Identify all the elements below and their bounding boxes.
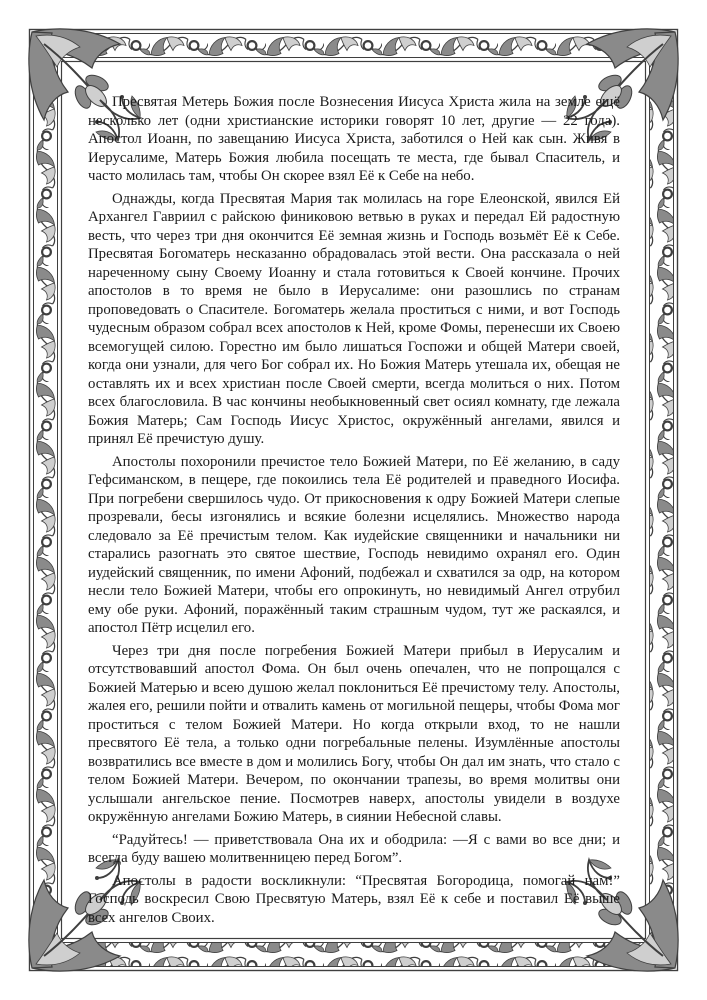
paragraph-2: Однажды, когда Пресвятая Мария так молилась на горе Елеонской, явился Ей Архангел Гавриил с райскою финиковою ветвью в руках и передал Ей радостную весть, что через три дня окончится Её земная жизнь и Господь возьмёт Её к Себе. Пресвятая Богоматерь несказанно обрадовалась этой вести. Она рассказала о ней нареченному сыну Своему Иоанну и стала готовиться к Своей кончине. Прочих апостолов в то время не было в Иерусалиме: они разошлись по странам проповедовать о Спасителе. Богоматерь желала проститься с ними, и вот Господь чудесным образом собрал всех апостолов к Ней, кроме Фомы, перенесши их Своею всемогущей силою. Горестно им было лишаться Госпожи и общей Матери своей, когда они узнали, для чего Бог собрал их. Но Божия Матерь утешала их, обещая не оставлять их и всех христиан после Своей смерти, всегда молиться о них. Потом всех благословила. В час кончины необыкновенный свет осиял комнату, где лежала Божия Матерь; Сам Господь Иисус Христос, окружённый ангелами, явился и принял Её пречистую душу. [88,190,620,447]
paragraph-3: Апостолы похоронили пречистое тело Божией Матери, по Её желанию, в саду Гефсиманском, в пещере, где покоились тела Её родителей и праведного Иосифа. При погребени свершилось чудо. От прикосновения к одру Божией Матери слепые прозревали, бесы изгонялись и всякие болезни исцелялись. Множество народа следовало за Её пречистым телом. Как иудейские священники и начальники ни старались разогнать это святое шествие, Господь невидимо охранял его. Один иудейский священник, по имени Афоний, подбежал и схватился за одр, на котором несли тело Божией Матери, чтобы его опрокинуть, но невидимый Ангел отрубил ему обе руки. Афоний, поражённый таким страшным чудом, тут же раскаялся, и апостол Пётр исцелил его. [88,453,620,636]
paragraph-6: Апостолы в радости воскликнули: “Пресвятая Богородица, помогай нам!” Господь воскресил Свою Пресвятую Матерь, взял Её к себе и поставил Её выше всех ангелов Своих. [88,872,620,926]
paragraph-5: “Радуйтесь! — приветствовала Она их и ободрила: —Я с вами во все дни; и всегда буду вашею молитвенницею перед Богом”. [88,831,620,866]
story-text [88,93,620,927]
paragraph-4: Через три дня после погребения Божией Матери прибыл в Иерусалим и отсутствовавший апостол Фома. Он был очень опечален, что не попрощался с Божией Матерью и всею душою желал поклониться Её пречистому телу. Апостолы, жалея его, решили пойти и отвалить камень от могильной пещеры, чтобы Фома мог проститься с телом Божией Матери. Но когда открыли вход, то не нашли пресвятого Её тела, а только одни погребальные пелены. Изумлённые апостолы возвратились все вместе в дом и молились Богу, чтобы Он дал им знать, что стало с телом Божией Матери. Вечером, по окончании трапезы, во время молитвы они услышали ангельское пение. Посмотрев наверх, апостолы увидели в воздухе окружённую ангелами Божию Матерь, в сиянии Небесной славы. [88,642,620,825]
paragraph-1: Пресвятая Метерь Божия после Вознесения Иисуса Христа жила на земле ещё несколько лет (одни христианские историки говорят 10 лет, другие — 22 года). Апостол Иоанн, по завещанию Иисуса Христа, заботился о Ней как сын. Живя в Иерусалиме, Матерь Божия любила посещать те места, где бывал Спаситель, и часто молилась там, чтобы Он скорее взял Её к Себе на небо. [88,94,620,184]
